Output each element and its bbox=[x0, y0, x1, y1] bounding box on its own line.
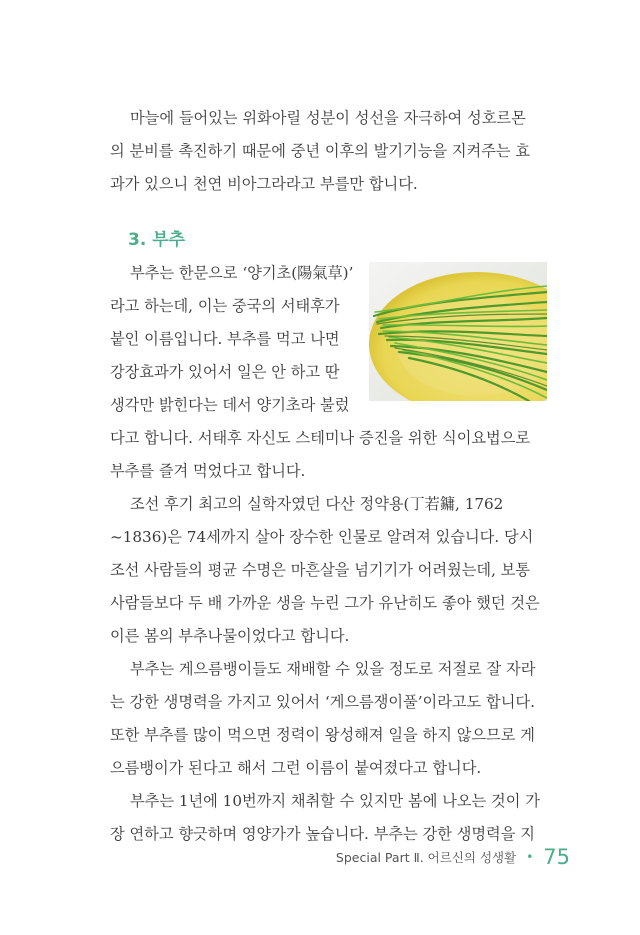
body-line: 또한 부추를 많이 먹으면 정력이 왕성해져 일을 하지 않으므로 게 bbox=[110, 726, 535, 744]
body-line: 부추는 게으름뱅이들도 재배할 수 있을 정도로 저절로 잘 자라 bbox=[130, 660, 536, 678]
body-line: 조선 후기 최고의 실학자였던 다산 정약용(丁若鏞, 1762 bbox=[130, 495, 504, 513]
page-footer bbox=[336, 845, 570, 869]
body-line: 라고 하는데, 이는 중국의 서태후가 bbox=[110, 297, 340, 315]
body-line: 부추는 한문으로 ‘양기초(陽氣草)’ bbox=[130, 264, 354, 282]
body-line: 마늘에 들어있는 위화아릴 성분이 성선을 자극하여 성호르몬 bbox=[130, 109, 526, 127]
bullet-icon: • bbox=[526, 850, 534, 864]
body-line: ~1836)은 74세까지 살아 장수한 인물로 알려져 있습니다. 당시 bbox=[110, 528, 534, 546]
body-line: 이른 봄의 부추나물이었다고 합니다. bbox=[110, 627, 350, 645]
body-line: 으름뱅이가 된다고 해서 그런 이름이 붙여졌다고 합니다. bbox=[110, 759, 482, 777]
chives-photo bbox=[369, 262, 547, 401]
body-line: 의 분비를 촉진하기 때문에 중년 이후의 발기기능을 지켜주는 효 bbox=[110, 142, 531, 160]
body-line: 사람들보다 두 배 가까운 생을 누린 그가 유난히도 좋아 했던 것은 bbox=[110, 594, 540, 612]
body-line: 강장효과가 있어서 일은 안 하고 딴 bbox=[110, 363, 340, 381]
footer-section-title: Special Part Ⅱ. 어르신의 성생활 bbox=[335, 850, 517, 865]
page-number: 75 bbox=[543, 845, 570, 869]
body-line: 장 연하고 향긋하며 영양가가 높습니다. 부추는 강한 생명력을 지 bbox=[110, 825, 535, 843]
body-line: 붙인 이름입니다. 부추를 먹고 나면 bbox=[110, 330, 340, 348]
body-line: 조선 사람들의 평균 수명은 마흔살을 넘기기가 어려웠는데, 보통 bbox=[110, 561, 531, 579]
body-line: 과가 있으니 천연 비아그라라고 부를만 합니다. bbox=[110, 175, 418, 193]
body-line: 다고 합니다. 서태후 자신도 스테미나 증진을 위한 식이요법으로 bbox=[110, 429, 531, 447]
body-line: 생각만 밝힌다는 데서 양기초라 불렀 bbox=[110, 396, 350, 414]
body-line: 부추는 1년에 10번까지 채취할 수 있지만 봄에 나오는 것이 가 bbox=[130, 792, 540, 810]
body-line: 부추를 즐겨 먹었다고 합니다. bbox=[110, 462, 306, 480]
body-line: 는 강한 생명력을 가지고 있어서 ‘게으름쟁이풀’이라고도 합니다. bbox=[110, 693, 535, 711]
section-heading: 3. 부추 bbox=[128, 230, 186, 250]
